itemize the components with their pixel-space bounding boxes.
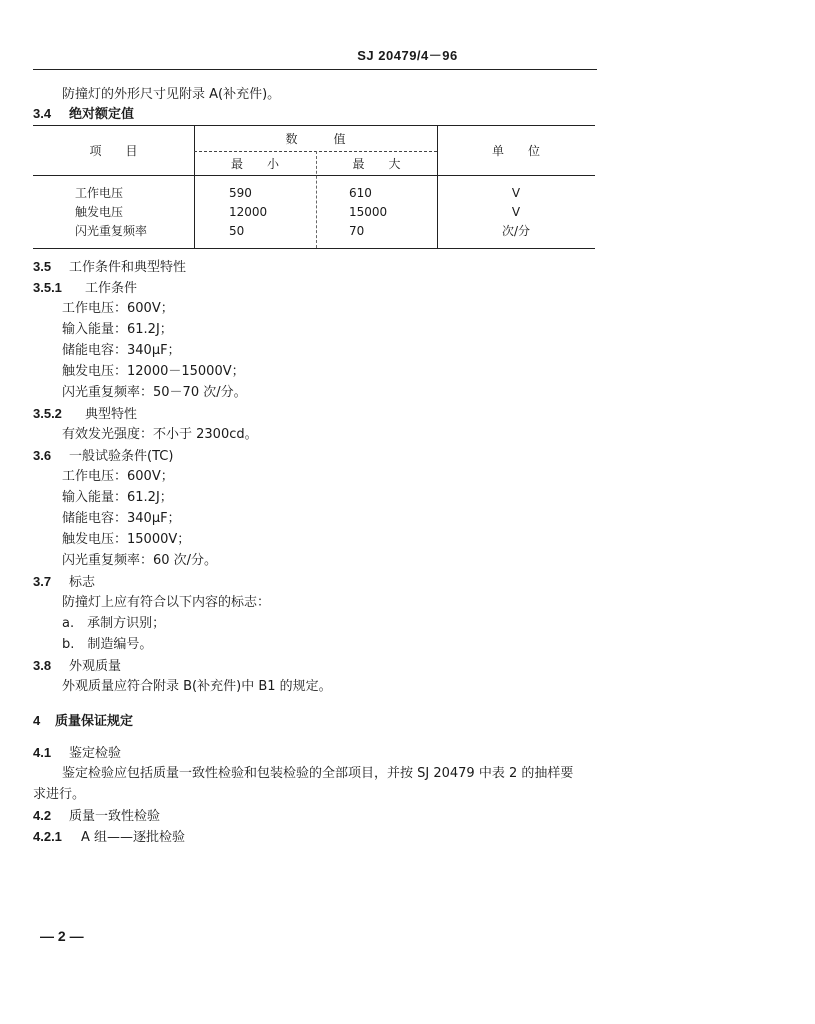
- section-4-1-heading: [33, 744, 121, 763]
- spec-line: 工作电压：600V；: [62, 469, 174, 484]
- table-cell-unit: V: [511, 186, 521, 200]
- table-cell-min: 50: [229, 224, 245, 238]
- section-3-4-heading: [33, 105, 134, 124]
- section-title: 工作条件和典型特性: [69, 260, 187, 275]
- header-rule: [33, 69, 597, 70]
- table-cell-max: 15000: [349, 205, 388, 219]
- table-cell-max: 610: [349, 186, 372, 200]
- section-title: 一般试验条件(TC): [69, 449, 174, 464]
- section-title: 典型特性: [85, 407, 138, 422]
- section-4-2-1-heading: [33, 828, 185, 847]
- section-3-7-heading: [33, 573, 95, 592]
- section-title: 质量一致性检验: [69, 809, 161, 824]
- section-title: 外观质量: [69, 659, 122, 674]
- spec-line: 触发电压：12000－15000V；: [62, 364, 245, 379]
- section-number: 3.7: [33, 574, 52, 589]
- spec-line: 工作电压：600V；: [62, 301, 174, 316]
- spec-line: 输入能量：61.2J；: [62, 322, 173, 337]
- body-line: 外观质量应符合附录 B(补充件)中 B1 的规定。: [62, 679, 332, 694]
- section-number: 4.2: [33, 808, 52, 823]
- section-number: 3.5: [33, 259, 52, 274]
- standard-code-header: SJ 20479/4－96: [357, 48, 458, 63]
- table-cell-min: 590: [229, 186, 252, 200]
- body-line: 防撞灯上应有符合以下内容的标志：: [62, 595, 271, 610]
- spec-line: 输入能量：61.2J；: [62, 490, 173, 505]
- section-4-heading: [33, 712, 133, 731]
- table-cell-item: 触发电压: [75, 205, 124, 219]
- section-4-2-heading: [33, 807, 160, 826]
- table-cell-unit: V: [511, 205, 521, 219]
- column-header-value: 数 值: [285, 132, 346, 146]
- section-3-5-heading: [33, 258, 186, 277]
- section-number: 3.5.1: [33, 280, 62, 295]
- section-3-6-heading: [33, 447, 173, 466]
- list-item: b. 制造编号。: [62, 637, 153, 652]
- spec-line: 闪光重复频率：60 次/分。: [62, 553, 218, 568]
- column-header-unit: 单 位: [491, 144, 540, 158]
- section-title: A 组——逐批检验: [81, 830, 186, 845]
- column-header-max: 最 大: [352, 157, 401, 171]
- section-3-5-1-heading: [33, 279, 137, 298]
- absolute-ratings-table: [33, 125, 595, 249]
- spec-line: 闪光重复频率：50－70 次/分。: [62, 385, 247, 400]
- column-header-item: 项 目: [89, 144, 138, 158]
- section-title: 质量保证规定: [55, 714, 134, 729]
- body-line: 鉴定检验应包括质量一致性检验和包装检验的全部项目，并按 SJ 20479 中表 2 的抽样要: [62, 766, 574, 781]
- table-cell-item: 闪光重复频率: [75, 224, 148, 238]
- intro-text: 防撞灯的外形尺寸见附录 A(补充件)。: [62, 87, 281, 102]
- section-3-5-2-heading: [33, 405, 137, 424]
- spec-line: 储能电容：340μF；: [62, 511, 181, 526]
- section-number: 3.6: [33, 448, 52, 463]
- table-header-rule: [33, 175, 595, 176]
- section-title: 标志: [69, 575, 96, 590]
- spec-line: 储能电容：340μF；: [62, 343, 181, 358]
- section-number: 4.1: [33, 745, 52, 760]
- section-title: 工作条件: [85, 281, 138, 296]
- table-cell-unit: 次/分: [501, 224, 531, 238]
- page-number: — 2 —: [40, 928, 84, 944]
- list-item: a. 承制方识别；: [62, 616, 166, 631]
- table-bottom-rule: [33, 248, 595, 249]
- column-header-min: 最 小: [230, 157, 279, 171]
- spec-line: 有效发光强度：不小于 2300cd。: [62, 427, 258, 442]
- table-cell-min: 12000: [229, 205, 268, 219]
- section-number: 3.4: [33, 106, 52, 121]
- section-3-8-heading: [33, 657, 121, 676]
- table-top-rule: [33, 125, 595, 126]
- body-line: 求进行。: [33, 787, 86, 802]
- table-cell-max: 70: [349, 224, 365, 238]
- table-cell-item: 工作电压: [75, 186, 124, 200]
- section-title: 绝对额定值: [69, 107, 135, 122]
- section-number: 4.2.1: [33, 829, 62, 844]
- spec-line: 触发电压：15000V；: [62, 532, 191, 547]
- section-number: 3.5.2: [33, 406, 62, 421]
- section-number: 3.8: [33, 658, 52, 673]
- section-number: 4: [33, 713, 41, 728]
- section-title: 鉴定检验: [69, 746, 122, 761]
